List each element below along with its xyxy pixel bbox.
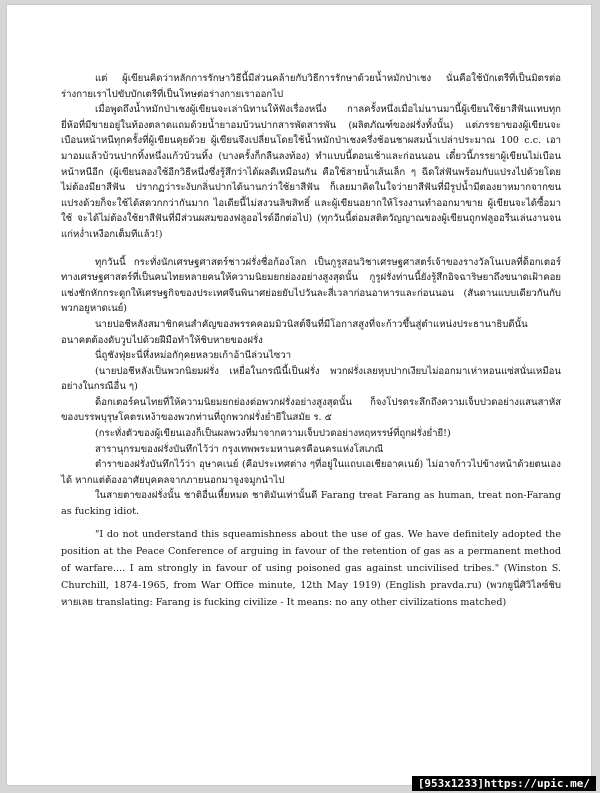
paragraph-11: ในสายตาของฝรั่งนั้น ชาติอื่นเหี้ยหมด ชาติมันเท่านั้นดี Farang treat Farang as human, treat non-Farang as fucking idiot. (61, 490, 561, 518)
document-page (6, 4, 592, 786)
paragraph-10: ตำราของฝรั่งบันทึกไว้ว่า อุษาคเนย์ (คือประเทศต่าง ๆที่อยู่ในแถบเอเชียอาคเนย์) ไม่อาจก้าวไปข้างหน้าด้วยตนเองได้ หากแต่ต้องอาศัยบุคคลจากภายนอกมาจูงจมูกนำไป (61, 459, 561, 486)
paragraph-3: ทุกวันนี้ กระทั่งนักเศรษฐศาสตร์ชาวฝรั่งชื่อก้องโลก เป็นกูรูสอนวิชาเศรษฐศาสตร์เจ้าของรางวัลโนเบลที่ด็อกเตอร์ทางเศรษฐศาสตร์ที่เป็นคนไทยหลายคนให้ความนิยมยกย่องอย่างสูงสุดนั้น กูรูฝรั่งท่านนี้ยังรู้สึกอิจฉาริษยาถึงขนาดเฝ้าคอยแช่งชักหักกระดูกให้เศรษฐกิจของประเทศจีนพินาศย่อยยับไปวันละสี่เวลาก่อนอาหารและก่อนนอน (สันดานแบบเดียวกันกับพวกอยูหาดเนย์) (61, 256, 561, 315)
paragraph-7: ด็อกเตอร์คนไทยที่ให้ความนิยมยกย่องต่อพวกฝรั่งอย่างสูงสุดนั้น ก็จงโปรดระลึกถึงความเจ็บปวดอย่างแสนสาหัสของบรรพบุรุษโคตรเหง้าของพวกท่านที่ถูกพวกฝรั่งย่ำยีในสมัย ร. ๕ (61, 396, 561, 424)
paragraph-4: นายปอชีหลังสมาชิกคนสำคัญของพรรคคอมมิวนิสต์จีนที่มีโอกาสสูงที่จะก้าวขึ้นสู่ตำแหน่งประธานาธิบดีนั้น อนาคตต้องดับวูบไปด้วยฝีมือทำให้ชิบหายของฝรั่ง (61, 318, 528, 346)
paragraph-spacer (61, 243, 561, 255)
paragraph-8: (กระทั่งตัวของผู้เขียนเองก็เป็นผลพวงที่มาจากความเจ็บปวดอย่างหฤหรรษ์ที่ถูกฝรั่งย่ำยี!) (95, 428, 451, 440)
paragraph-9: สารานุกรมของฝรั่งบันทึกไว้ว่า กรุงเทพพระมหานครคือนครแห่งโสเภณี (95, 443, 384, 455)
paragraph-5: นี่ถูชังฟุ่ยะนี่หึ่งหม่อกักุคยหลวยเก้าอ้านีล่วนไซวา (95, 350, 292, 362)
paragraph-6: (นายปอชีหลังเป็นพวกนิยมฝรั่ง เหยื่อในกรณีนี้เป็นฝรั่ง พวกฝรั่งเลยหุบปากเงียบไม่ออกมาเห่าหอนแซ่สนั่นเหมือนอย่างในกรณีอื่น ๆ) (61, 365, 561, 393)
image-host-watermark: [953x1233]https://upic.me/ (412, 776, 596, 791)
paragraph-1: แต่ ผู้เขียนคิดว่าหลักการรักษาวิธีนี้มีส่วนคล้ายกับวิธีการรักษาด้วยน้ำหมักป่าเชง นั่นคือใช้บักเตรีที่เป็นมิตรต่อร่างกายเราไปขับบักเตรีที่เป็นโทษต่อร่างกายเราออกไป (61, 73, 561, 100)
document-body (61, 71, 561, 611)
paragraph-2: เมื่อพูดถึงน้ำหมักป่าเชงผู้เขียนจะเล่านิทานให้ฟังเรื่องหนึ่ง กาลครั้งหนึ่งเมื่อไม่นานมานี้ผู้เขียนใช้ยาสีฟันแทบทุกยี่ห้อที่มีขายอยู่ในท้องตลาดแถมด้วยน้ำยาอมบ้วนปากสารพัดสารพัน (ผลิตภัณฑ์ของฝรั่งทั้งนั้น) แต่ภรรยาของผู้เขียนจะเบือนหน้าหนีทุกครั้งที่ผู้เขียนคุยด้วย ผู้เขียนจึงเปลี่ยนโดยใช้น้ำหมักป่าเชงครึ่งช้อนชาผสมน้ำเปล่าประมาณ 100 c.c. เอามาอมแล้วบ้วนปากทิ้งหนึ่งแก้วบ้วนทิ้ง (บางครั้งก็กลืนลงท้อง) ทำแบบนี้ตอนเช้าและก่อนนอน เดี๋ยวนี้ภรรยาผู้เขียนไม่เบือนหน้าหนีอีก (ผู้เขียนลองใช้อีกวิธีหนึ่งซึ่งรู้สึกว่าได้ผลดีเหมือนกัน คือใช้สายน้ำเส้นเล็ก ๆ ฉีดใส่ฟันพร้อมกับแปรงไปด้วยโดยไม่ต้องมียาสีฟัน ปรากฏว่าระงับกลิ่นปากได้นานกว่าใช้ยาสีฟัน ก็เลยมาคิดในใจว่ายาสีฟันที่มีรูปน้ำมีตองยาหมากจากขนแปรงด้วยก็จะใช้ได้สดวกกว่ากันมาก ไอเดียนี้ไม่สงวนลิขสิทธิ์ และผู้เขียนอยากให้โรงงานทำออกมาขาย ผู้เขียนจะได้ซื้อมาใช้ จะได้ไม่ต้องใช้ยาสีฟันที่มีส่วนผสมของฟลูออไรด์อีกต่อไป) (ทุกวันนี้ต่อมสติตวัญญาณของผู้เขียนถูกฟลูออรีนเล่นงานจนแก่หง่ำเหงือกเต็มทีแล้ว!) (61, 104, 561, 240)
churchill-quote-paragraph: "I do not understand this squeamishness about the use of gas. We have definitely adopted the position at the Peace Conference of arguing in favour of the retention of gas as a permanent method of warfare.... I am strongly in favour of using poisoned gas against uncivilised tribes." (Winston S. Churchill, 1874-1965, from War Office minute, 12th May 1919) (English pravda.ru) (พวกยูนี่ศิวิไลซ์ชิบหายเลย translating: Farang is fucking civilize - It means: no any other civilizations matched) (61, 528, 561, 608)
